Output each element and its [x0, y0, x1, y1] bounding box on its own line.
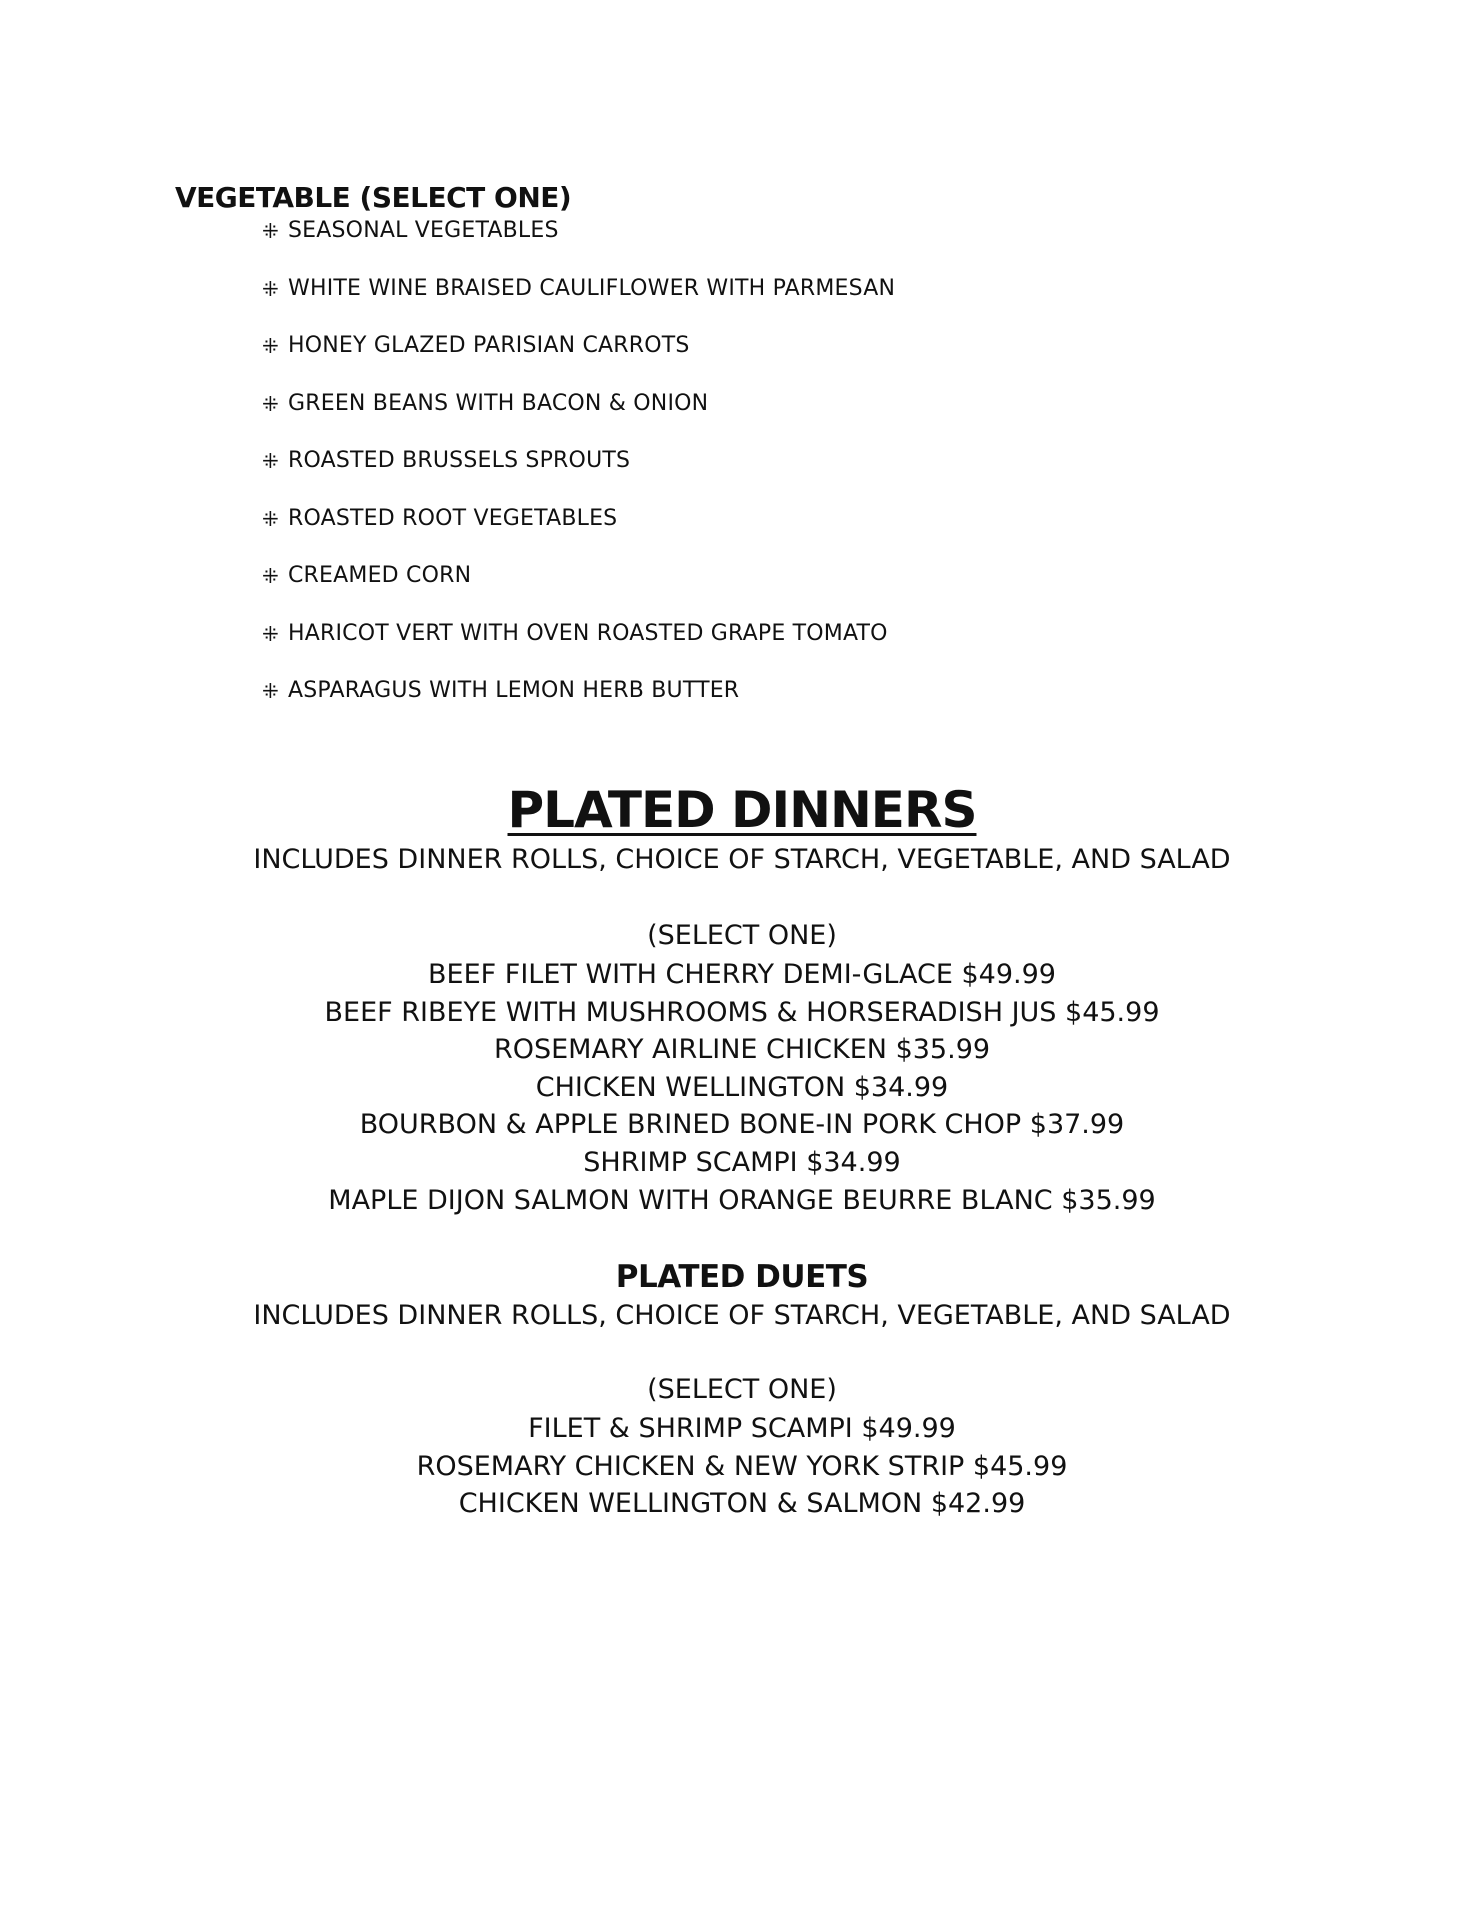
bullet-icon: ⁜ — [262, 334, 279, 358]
vegetable-item — [262, 676, 895, 734]
bullet-icon: ⁜ — [262, 679, 279, 703]
vegetable-item — [262, 216, 895, 274]
dinner-item: BEEF FILET WITH CHERRY DEMI-GLACE $49.99 — [428, 959, 1056, 990]
bullet-icon: ⁜ — [262, 621, 279, 646]
vegetable-item-label: ASPARAGUS WITH LEMON HERB BUTTER — [288, 678, 740, 703]
vegetable-item-label: CREAMED CORN — [288, 563, 472, 588]
duet-item: ROSEMARY CHICKEN & NEW YORK STRIP $45.99 — [416, 1450, 1068, 1482]
plated-dinners-title — [0, 778, 1484, 842]
dinner-item: BOURBON & APPLE BRINED BONE-IN PORK CHOP $37.99 — [359, 1109, 1125, 1141]
plated-dinners-select-note: (SELECT ONE) — [647, 920, 837, 951]
vegetable-item-label: GREEN BEANS WITH BACON & ONION — [288, 390, 709, 416]
dinner-item: SHRIMP SCAMPI $34.99 — [583, 1146, 901, 1178]
vegetable-list — [262, 216, 895, 734]
plated-dinners-list — [0, 956, 1484, 1219]
vegetable-item — [262, 274, 895, 332]
vegetable-item-label: ROASTED ROOT VEGETABLES — [288, 505, 618, 531]
dinner-item: ROSEMARY AIRLINE CHICKEN $35.99 — [493, 1034, 991, 1066]
bullet-icon: ⁜ — [262, 506, 279, 531]
vegetable-item-label: HONEY GLAZED PARISIAN CARROTS — [288, 333, 690, 358]
plated-duets-select-note: (SELECT ONE) — [647, 1374, 837, 1405]
duet-item: FILET & SHRIMP SCAMPI $49.99 — [528, 1413, 956, 1444]
plated-dinners-includes: INCLUDES DINNER ROLLS, CHOICE OF STARCH, VEGETABLE, AND SALAD — [253, 844, 1231, 875]
vegetable-item — [262, 389, 895, 447]
dinner-item: BEEF RIBEYE WITH MUSHROOMS & HORSERADISH JUS $45.99 — [324, 996, 1160, 1028]
vegetable-item-label: WHITE WINE BRAISED CAULIFLOWER WITH PARMESAN — [288, 275, 896, 301]
vegetable-item-label: HARICOT VERT WITH OVEN ROASTED GRAPE TOMATO — [288, 620, 888, 646]
bullet-icon: ⁜ — [262, 449, 279, 473]
bullet-icon: ⁜ — [262, 219, 279, 243]
vegetable-item-label: ROASTED BRUSSELS SPROUTS — [288, 448, 631, 473]
plated-duets-list — [0, 1410, 1484, 1523]
bullet-icon: ⁜ — [262, 564, 279, 588]
dinner-item: CHICKEN WELLINGTON $34.99 — [535, 1071, 949, 1103]
plated-dinners-title-text: PLATED DINNERS — [507, 781, 977, 839]
plated-duets-includes: INCLUDES DINNER ROLLS, CHOICE OF STARCH, VEGETABLE, AND SALAD — [253, 1300, 1231, 1331]
vegetable-item — [262, 331, 895, 389]
duet-item: CHICKEN WELLINGTON & SALMON $42.99 — [458, 1488, 1026, 1520]
vegetable-item-label: SEASONAL VEGETABLES — [288, 218, 559, 243]
vegetable-heading: VEGETABLE (SELECT ONE) — [175, 181, 572, 214]
vegetable-item — [262, 619, 895, 677]
bullet-icon: ⁜ — [262, 276, 279, 301]
dinner-item: MAPLE DIJON SALMON WITH ORANGE BEURRE BLANC $35.99 — [328, 1184, 1156, 1216]
vegetable-item — [262, 561, 895, 619]
vegetable-item — [262, 504, 895, 562]
vegetable-item — [262, 446, 895, 504]
plated-duets-title: PLATED DUETS — [615, 1259, 869, 1295]
bullet-icon: ⁜ — [262, 391, 279, 416]
